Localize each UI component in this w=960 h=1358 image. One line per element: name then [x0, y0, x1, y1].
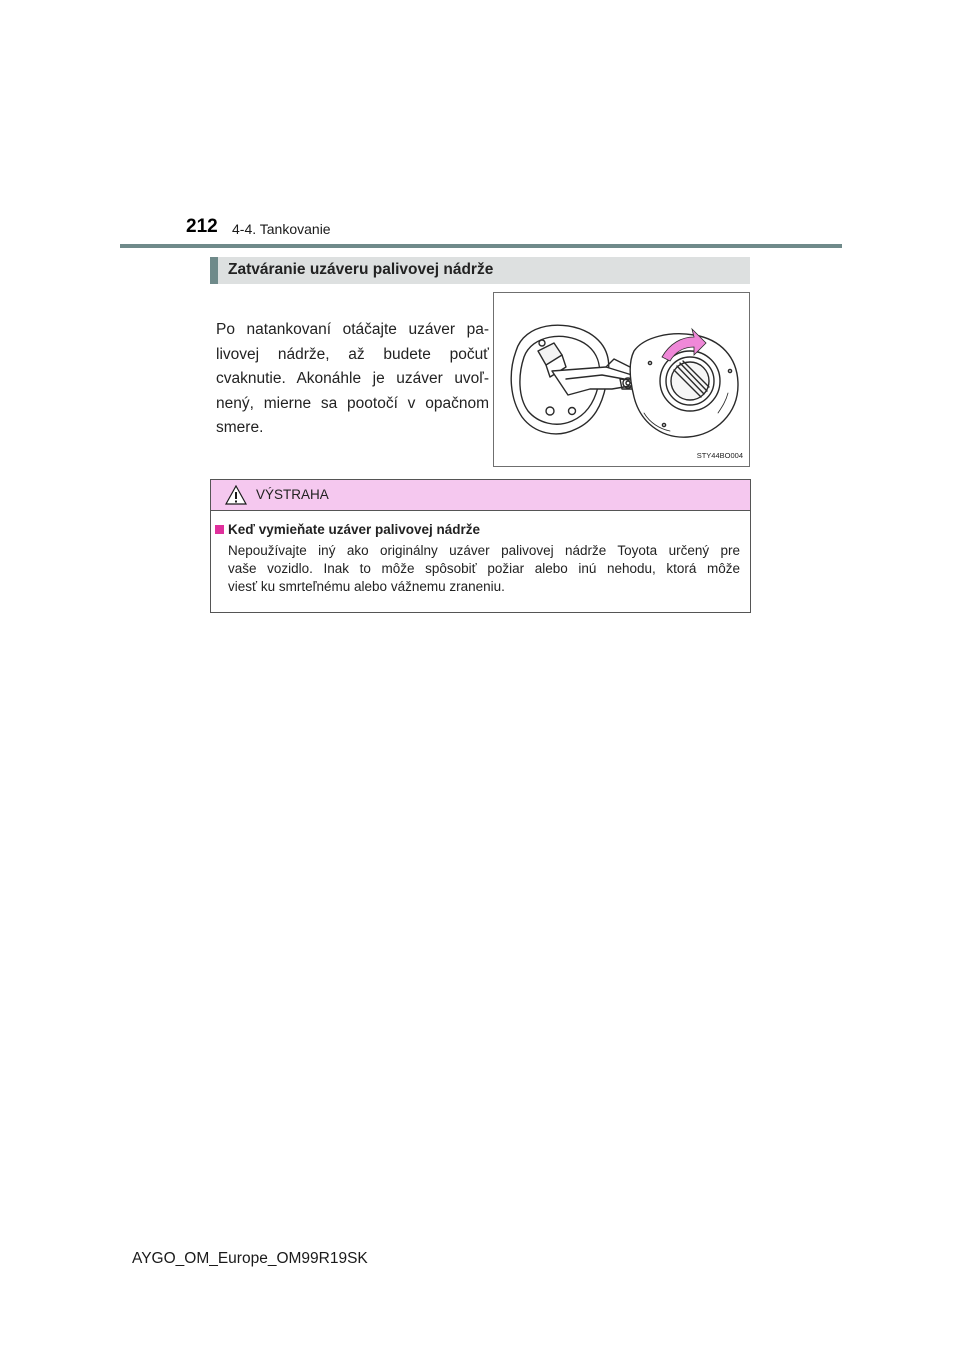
footer-doc-id: AYGO_OM_Europe_OM99R19SK	[132, 1250, 368, 1267]
header-rule	[120, 244, 842, 248]
warning-subheading	[215, 522, 480, 537]
body-line: smere.	[216, 419, 264, 436]
body-paragraph	[216, 318, 489, 441]
warning-box	[210, 479, 751, 613]
fuel-cap-illustration	[494, 293, 749, 466]
body-line: cvaknutie. Akonáhle je uzáver uvoľ-	[216, 370, 489, 387]
warning-triangle-icon	[225, 485, 247, 505]
body-line: Po natankovaní otáčajte uzáver pa-	[216, 321, 489, 338]
warning-subheading-text: Keď vymieňate uzáver palivovej nádrže	[228, 522, 481, 537]
warning-line: Nepoužívajte iný ako originálny uzáver palivovej nádrže Toyota určený pre	[228, 543, 740, 558]
section-title: Zatváranie uzáveru palivovej nádrže	[228, 261, 494, 278]
section-heading	[210, 257, 750, 284]
page-number: 212	[186, 216, 218, 237]
chapter-title: 4-4. Tankovanie	[232, 221, 331, 237]
bullet-square-icon	[215, 525, 224, 534]
warning-text	[228, 542, 740, 596]
figure-code: STY44BO004	[696, 451, 743, 460]
warning-line: viesť ku smrteľnému alebo vážnemu zraneniu.	[228, 579, 505, 594]
section-accent	[210, 257, 218, 284]
warning-label: VÝSTRAHA	[256, 487, 329, 502]
body-line: livovej nádrže, až budete počuť	[216, 345, 489, 363]
body-line: nený, mierne sa pootočí v opačnom	[216, 394, 489, 412]
warning-header	[211, 480, 750, 511]
warning-line: vaše vozidlo. Inak to môže spôsobiť požiar alebo inú nehodu, ktorá môže	[228, 561, 740, 576]
fuel-cap-figure	[493, 292, 750, 467]
